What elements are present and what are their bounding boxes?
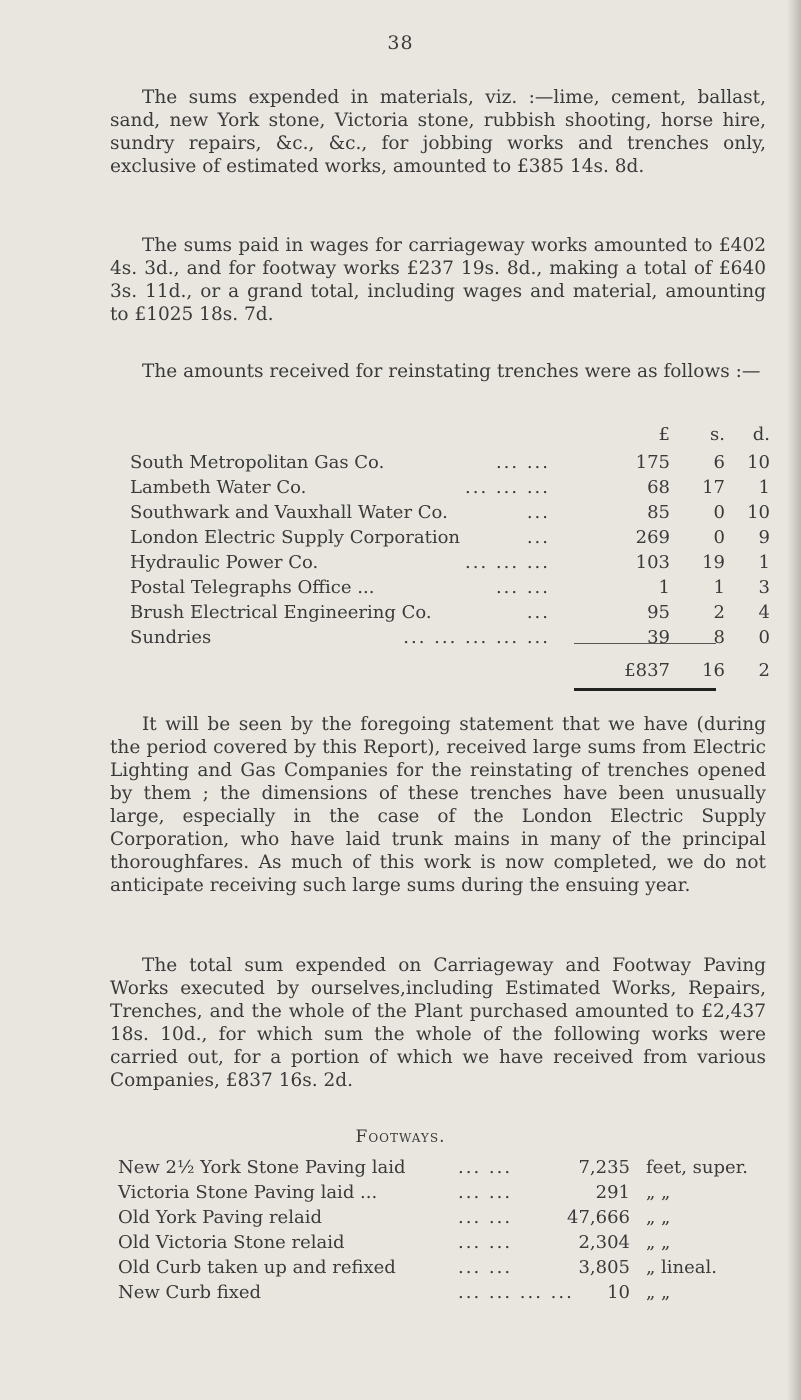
work-item: Old Victoria Stone relaid (118, 1232, 345, 1253)
amount-pounds: 269 (635, 527, 670, 548)
table-header (130, 424, 770, 448)
pence-header: d. (752, 424, 770, 445)
list-item (118, 1207, 770, 1231)
amount-pounds: 95 (647, 602, 670, 623)
company-name: Hydraulic Power Co. (130, 552, 319, 573)
company-name: Southwark and Vauxhall Water Co. (130, 502, 448, 523)
amount-pence: 1 (758, 477, 770, 498)
list-item (118, 1232, 770, 1256)
paragraph-wages: The sums paid in wages for carriageway works amounted to £402 4s. 3d., and for footway works £237 19s. 8d., making a total of £640 3s. 11d., or a grand total, including wages and material, amounting to £1025 18s. 7d. (110, 235, 766, 325)
amount-pounds: 175 (635, 452, 670, 473)
dot-leader: ... ... (458, 1207, 513, 1228)
paragraph-total-sum: The total sum expended on Carriageway and Footway Paving Works executed by ourselves,including Estimated Works, Repairs, Trenches, and the whole of the Plant purchased amounted to £2,437 18s. 10d., for which sum the whole of the following works were carried out, for a portion of which we have received from various Companies, £837 16s. 2d. (110, 955, 766, 1091)
paragraph-statement: It will be seen by the foregoing statement that we have (during the period covered by this Report), received large sums from Electric Lighting and Gas Companies for the reinstating of trenches opened by them ; the dimensions of these trenches have been unusually large, especially in the case of the London Electric Supply Corporation, who have laid trunk mains in many of the principal thoroughfares. As much of this work is now completed, we do not anticipate receiving such large sums during the ensuing year. (110, 714, 766, 896)
amount-pounds: 39 (647, 627, 670, 648)
total-pounds: £837 (624, 660, 670, 681)
work-unit: „ „ (646, 1232, 671, 1253)
table-row (130, 552, 770, 576)
table-row (130, 627, 770, 651)
table-row (130, 602, 770, 626)
page-edge (787, 0, 801, 1400)
work-quantity: 2,304 (578, 1232, 630, 1253)
list-item (118, 1157, 770, 1181)
amount-shillings: 1 (713, 577, 725, 598)
company-name: Sundries (130, 627, 212, 648)
work-item: Old York Paving relaid (118, 1207, 322, 1228)
table-row (130, 452, 770, 476)
company-name: Postal Telegraphs Office ... (130, 577, 375, 598)
amount-pence: 1 (758, 552, 770, 573)
table-total-row (130, 660, 770, 684)
work-item: Victoria Stone Paving laid ... (118, 1182, 378, 1203)
total-shillings: 16 (702, 660, 725, 681)
total-rule-bottom (574, 688, 716, 691)
amount-shillings: 6 (713, 452, 725, 473)
dot-leader: ... ... ... ... ... (403, 627, 550, 648)
paragraph-reinstating-intro: The amounts received for reinstating trenches were as follows :— (142, 361, 761, 382)
list-item (118, 1282, 770, 1306)
company-name: Lambeth Water Co. (130, 477, 307, 498)
amount-shillings: 2 (713, 602, 725, 623)
amount-pounds: 68 (647, 477, 670, 498)
pounds-header: £ (658, 424, 670, 445)
work-unit: „ „ (646, 1207, 671, 1228)
list-item (118, 1182, 770, 1206)
dot-leader: ... ... (495, 577, 550, 598)
paragraph-materials: The sums expended in materials, viz. :—lime, cement, ballast, sand, new York stone, Victoria stone, rubbish shooting, horse hire, sundry repairs, &c., &c., for jobbing works and trenches only, exclusive of estimated works, amounted to £385 14s. 8d. (110, 87, 766, 177)
work-quantity: 3,805 (578, 1257, 630, 1278)
company-name: Brush Electrical Engineering Co. (130, 602, 432, 623)
work-unit: „ lineal. (646, 1257, 718, 1278)
total-rule-top (574, 643, 716, 644)
table-row (130, 477, 770, 501)
list-item (118, 1257, 770, 1281)
shillings-header: s. (710, 424, 725, 445)
work-quantity: 291 (595, 1182, 630, 1203)
company-name: South Metropolitan Gas Co. (130, 452, 385, 473)
dot-leader: ... ... (495, 452, 550, 473)
dot-leader: ... ... ... (465, 552, 550, 573)
amount-shillings: 0 (713, 527, 725, 548)
dot-leader: ... ... (458, 1257, 513, 1278)
dot-leader: ... ... (458, 1232, 513, 1253)
dot-leader: ... (526, 502, 550, 523)
work-unit: „ „ (646, 1282, 671, 1303)
dot-leader: ... (526, 527, 550, 548)
table-row (130, 527, 770, 551)
work-quantity: 7,235 (578, 1157, 630, 1178)
work-quantity: 47,666 (567, 1207, 630, 1228)
dot-leader: ... ... (458, 1157, 513, 1178)
footways-heading: Footways. (355, 1127, 446, 1147)
amount-shillings: 17 (702, 477, 725, 498)
amount-shillings: 8 (713, 627, 725, 648)
dot-leader: ... (526, 602, 550, 623)
amount-shillings: 19 (702, 552, 725, 573)
amount-pence: 3 (758, 577, 770, 598)
work-quantity: 10 (607, 1282, 630, 1303)
page-number: 38 (387, 32, 414, 54)
amount-pence: 10 (747, 502, 770, 523)
work-unit: „ „ (646, 1182, 671, 1203)
amount-shillings: 0 (713, 502, 725, 523)
amount-pounds: 85 (647, 502, 670, 523)
amount-pence: 9 (758, 527, 770, 548)
amount-pounds: 1 (658, 577, 670, 598)
table-row (130, 502, 770, 526)
table-row (130, 577, 770, 601)
dot-leader: ... ... (458, 1182, 513, 1203)
dot-leader: ... ... ... ... (458, 1282, 574, 1303)
amount-pence: 0 (758, 627, 770, 648)
dot-leader: ... ... ... (465, 477, 550, 498)
total-pence: 2 (758, 660, 770, 681)
amount-pounds: 103 (635, 552, 670, 573)
work-item: New Curb fixed (118, 1282, 262, 1303)
work-item: New 2½ York Stone Paving laid (118, 1157, 406, 1178)
amount-pence: 10 (747, 452, 770, 473)
work-unit: feet, super. (646, 1157, 748, 1178)
company-name: London Electric Supply Corporation (130, 527, 461, 548)
amount-pence: 4 (758, 602, 770, 623)
work-item: Old Curb taken up and refixed (118, 1257, 396, 1278)
